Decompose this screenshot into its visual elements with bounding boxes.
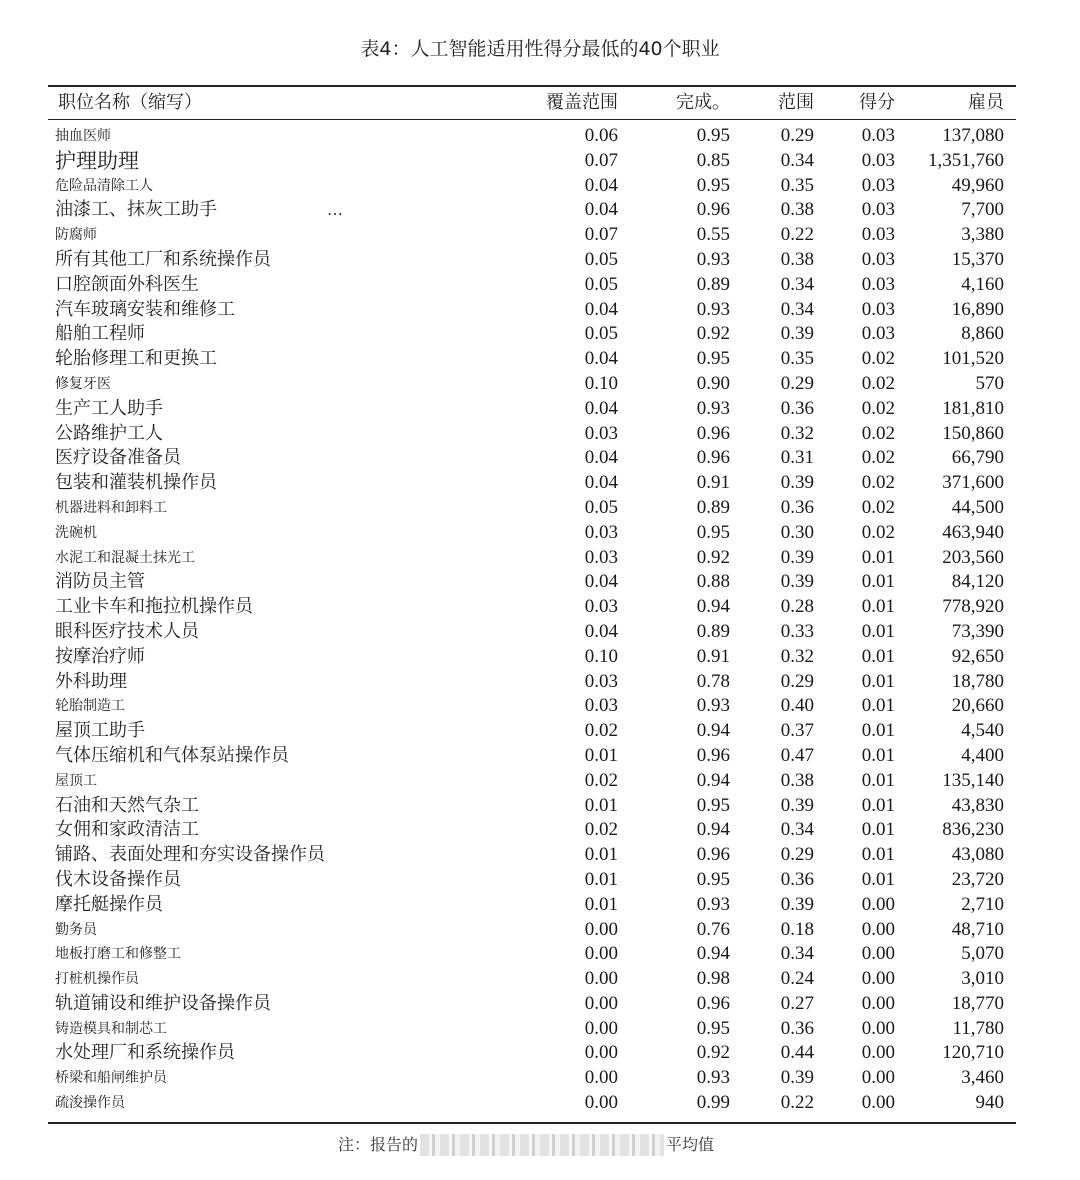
cell-employees: 20,660 (951, 695, 1004, 717)
cell-employees: 101,520 (942, 348, 1004, 370)
cell-coverage: 0.04 (584, 298, 618, 320)
table-row (0, 645, 1080, 670)
cell-employees: 16,890 (951, 298, 1004, 320)
cell-coverage: 0.04 (584, 447, 618, 469)
cell-score: 0.01 (861, 571, 895, 593)
cell-completion: 0.92 (696, 323, 730, 345)
cell-completion: 0.93 (696, 397, 730, 419)
cell-score: 0.03 (861, 248, 895, 270)
cell-completion: 0.92 (696, 1042, 730, 1064)
cell-score: 0.00 (861, 1092, 895, 1114)
table-row (0, 471, 1080, 496)
cell-scope: 0.29 (780, 844, 814, 866)
cell-completion: 0.94 (696, 720, 730, 742)
cell-coverage: 0.00 (584, 968, 618, 990)
cell-employees: 570 (975, 372, 1004, 394)
cell-employees: 4,400 (961, 744, 1004, 766)
header-coverage: 覆盖范围 (546, 92, 618, 113)
cell-completion: 0.91 (696, 645, 730, 667)
cell-coverage: 0.03 (584, 596, 618, 618)
cell-employees: 18,770 (951, 992, 1004, 1014)
cell-scope: 0.39 (780, 571, 814, 593)
cell-employees: 48,710 (951, 918, 1004, 940)
occupation-name: 护理助理 (55, 148, 139, 173)
cell-employees: 150,860 (942, 422, 1004, 444)
table-row (0, 521, 1080, 546)
cell-scope: 0.31 (780, 447, 814, 469)
cell-scope: 0.39 (780, 472, 814, 494)
cell-score: 0.01 (861, 868, 895, 890)
cell-score: 0.00 (861, 918, 895, 940)
cell-score: 0.01 (861, 695, 895, 717)
cell-employees: 84,120 (951, 571, 1004, 593)
cell-score: 0.02 (861, 348, 895, 370)
cell-scope: 0.28 (780, 596, 814, 618)
occupation-name: 危险品清除工人 (55, 177, 153, 194)
cell-completion: 0.93 (696, 298, 730, 320)
cell-scope: 0.38 (780, 199, 814, 221)
cell-score: 0.02 (861, 422, 895, 444)
cell-score: 0.01 (861, 794, 895, 816)
cell-coverage: 0.04 (584, 348, 618, 370)
cell-completion: 0.91 (696, 472, 730, 494)
cell-scope: 0.35 (780, 174, 814, 196)
table-row (0, 298, 1080, 323)
cell-employees: 8,860 (961, 323, 1004, 345)
occupation-name: 疏浚操作员 (55, 1095, 125, 1112)
occupation-name: 伐木设备操作员 (55, 868, 181, 890)
table-row (0, 149, 1080, 174)
table-row (0, 719, 1080, 744)
table-row (0, 694, 1080, 719)
cell-scope: 0.39 (780, 1067, 814, 1089)
cell-coverage: 0.01 (584, 844, 618, 866)
cell-scope: 0.32 (780, 645, 814, 667)
cell-scope: 0.34 (780, 943, 814, 965)
table-title: 表4：人工智能适用性得分最低的40个职业 (360, 38, 720, 60)
cell-score: 0.00 (861, 1067, 895, 1089)
cell-completion: 0.96 (696, 744, 730, 766)
cell-score: 0.01 (861, 720, 895, 742)
cell-employees: 92,650 (951, 645, 1004, 667)
table-row (0, 818, 1080, 843)
cell-scope: 0.33 (780, 620, 814, 642)
cell-scope: 0.29 (780, 670, 814, 692)
cell-completion: 0.95 (696, 868, 730, 890)
cell-completion: 0.93 (696, 1067, 730, 1089)
occupation-name: 船舶工程师 (55, 323, 145, 345)
table-row (0, 744, 1080, 769)
cell-coverage: 0.03 (584, 546, 618, 568)
occupation-name: 机器进料和卸料工 (55, 499, 167, 516)
occupation-name: 铸造模具和制芯工 (55, 1020, 167, 1037)
table-row (0, 992, 1080, 1017)
table-row (0, 273, 1080, 298)
cell-employees: 15,370 (951, 248, 1004, 270)
cell-coverage: 0.10 (584, 645, 618, 667)
cell-employees: 4,540 (961, 720, 1004, 742)
cell-completion: 0.94 (696, 819, 730, 841)
occupation-name: 生产工人助手 (55, 397, 163, 419)
cell-coverage: 0.00 (584, 943, 618, 965)
header-score: 得分 (859, 92, 895, 113)
cell-coverage: 0.00 (584, 1092, 618, 1114)
cell-employees: 1,351,760 (928, 149, 1004, 171)
occupation-name: 女佣和家政清洁工 (55, 819, 199, 841)
cell-employees: 778,920 (942, 596, 1004, 618)
cell-score: 0.01 (861, 546, 895, 568)
occupation-name: 修复牙医 (55, 375, 111, 392)
occupation-name: 汽车玻璃安装和维修工 (55, 298, 235, 320)
table-row (0, 422, 1080, 447)
cell-completion: 0.93 (696, 695, 730, 717)
table-row (0, 843, 1080, 868)
table-row (0, 223, 1080, 248)
cell-employees: 135,140 (942, 769, 1004, 791)
cell-employees: 3,460 (961, 1067, 1004, 1089)
table-row (0, 620, 1080, 645)
table-row (0, 670, 1080, 695)
table-row (0, 347, 1080, 372)
table-row (0, 794, 1080, 819)
occupation-name: 气体压缩机和气体泵站操作员 (55, 744, 289, 766)
cell-score: 0.00 (861, 943, 895, 965)
cell-coverage: 0.03 (584, 422, 618, 444)
cell-employees: 836,230 (942, 819, 1004, 841)
cell-score: 0.02 (861, 472, 895, 494)
occupation-name: 洗碗机 (55, 524, 97, 541)
cell-completion: 0.94 (696, 596, 730, 618)
cell-score: 0.03 (861, 199, 895, 221)
cell-completion: 0.95 (696, 521, 730, 543)
occupation-name: 所有其他工厂和系统操作员 (55, 248, 271, 270)
cell-coverage: 0.05 (584, 248, 618, 270)
cell-scope: 0.39 (780, 546, 814, 568)
cell-employees: 5,070 (961, 943, 1004, 965)
cell-score: 0.03 (861, 298, 895, 320)
occupation-name: 打桩机操作员 (55, 971, 139, 988)
table-row (0, 372, 1080, 397)
bottom-rule (48, 1122, 1016, 1124)
cell-coverage: 0.04 (584, 620, 618, 642)
occupation-name: 桥梁和船闸维护员 (55, 1070, 167, 1087)
cell-completion: 0.96 (696, 992, 730, 1014)
cell-scope: 0.24 (780, 968, 814, 990)
cell-scope: 0.34 (780, 298, 814, 320)
cell-employees: 49,960 (951, 174, 1004, 196)
cell-completion: 0.55 (696, 224, 730, 246)
cell-completion: 0.89 (696, 620, 730, 642)
cell-score: 0.00 (861, 1017, 895, 1039)
cell-coverage: 0.00 (584, 918, 618, 940)
cell-coverage: 0.05 (584, 273, 618, 295)
cell-coverage: 0.04 (584, 174, 618, 196)
cell-completion: 0.95 (696, 1017, 730, 1039)
occupation-name: 勤务员 (55, 921, 97, 938)
table-row (0, 322, 1080, 347)
cell-score: 0.02 (861, 496, 895, 518)
cell-completion: 0.93 (696, 248, 730, 270)
cell-score: 0.01 (861, 596, 895, 618)
table-row (0, 769, 1080, 794)
cell-completion: 0.95 (696, 125, 730, 146)
table-row (0, 446, 1080, 471)
cell-score: 0.00 (861, 968, 895, 990)
cell-score: 0.01 (861, 620, 895, 642)
cell-score: 0.01 (861, 645, 895, 667)
footnote (338, 1130, 714, 1160)
cell-completion: 0.88 (696, 571, 730, 593)
cell-employees: 43,080 (951, 844, 1004, 866)
cell-employees: 73,390 (951, 620, 1004, 642)
cell-coverage: 0.03 (584, 521, 618, 543)
table-row (0, 124, 1080, 149)
occupation-name: 铺路、表面处理和夯实设备操作员 (55, 844, 325, 866)
occupation-name: 水处理厂和系统操作员 (55, 1042, 235, 1064)
cell-employees: 940 (975, 1092, 1004, 1114)
cell-employees: 4,160 (961, 273, 1004, 295)
header-employees: 雇员 (968, 92, 1004, 113)
cell-employees: 463,940 (942, 521, 1004, 543)
cell-scope: 0.36 (780, 397, 814, 419)
cell-completion: 0.96 (696, 844, 730, 866)
table-row (0, 1041, 1080, 1066)
table-row (0, 1091, 1080, 1116)
cell-employees: 7,700 (961, 199, 1004, 221)
cell-employees: 137,080 (942, 125, 1004, 146)
cell-scope: 0.32 (780, 422, 814, 444)
cell-scope: 0.29 (780, 372, 814, 394)
cell-score: 0.00 (861, 893, 895, 915)
cell-scope: 0.34 (780, 819, 814, 841)
cell-completion: 0.94 (696, 769, 730, 791)
occupation-name: 防腐师 (55, 227, 97, 244)
cell-scope: 0.39 (780, 893, 814, 915)
cell-completion: 0.95 (696, 794, 730, 816)
cell-score: 0.03 (861, 273, 895, 295)
cell-coverage: 0.06 (584, 125, 618, 146)
table-body (0, 124, 1080, 1116)
cell-completion: 0.76 (696, 918, 730, 940)
cell-coverage: 0.00 (584, 1017, 618, 1039)
occupation-name: 公路维护工人 (55, 422, 163, 444)
table-row (0, 1017, 1080, 1042)
table-row (0, 496, 1080, 521)
cell-coverage: 0.01 (584, 794, 618, 816)
cell-employees: 2,710 (961, 893, 1004, 915)
cell-coverage: 0.10 (584, 372, 618, 394)
cell-scope: 0.44 (780, 1042, 814, 1064)
cell-scope: 0.36 (780, 868, 814, 890)
cell-coverage: 0.00 (584, 992, 618, 1014)
occupation-name: 水泥工和混凝土抹光工 (55, 549, 195, 566)
cell-scope: 0.27 (780, 992, 814, 1014)
cell-coverage: 0.07 (584, 149, 618, 171)
cell-completion: 0.93 (696, 893, 730, 915)
cell-scope: 0.34 (780, 273, 814, 295)
cell-completion: 0.94 (696, 943, 730, 965)
occupation-name: 轮胎制造工 (55, 698, 125, 715)
occupation-name: 轮胎修理工和更换工 (55, 348, 217, 370)
cell-completion: 0.96 (696, 199, 730, 221)
cell-coverage: 0.02 (584, 819, 618, 841)
cell-scope: 0.29 (780, 125, 814, 146)
header-rule (48, 119, 1016, 120)
cell-employees: 203,560 (942, 546, 1004, 568)
cell-coverage: 0.07 (584, 224, 618, 246)
occupation-name: 抽血医师 (55, 128, 111, 144)
cell-score: 0.02 (861, 521, 895, 543)
cell-completion: 0.89 (696, 496, 730, 518)
cell-coverage: 0.01 (584, 744, 618, 766)
cell-score: 0.02 (861, 397, 895, 419)
cell-completion: 0.96 (696, 447, 730, 469)
cell-completion: 0.98 (696, 968, 730, 990)
cell-coverage: 0.00 (584, 1042, 618, 1064)
cell-coverage: 0.02 (584, 720, 618, 742)
cell-employees: 23,720 (951, 868, 1004, 890)
cell-employees: 371,600 (942, 472, 1004, 494)
cell-score: 0.01 (861, 819, 895, 841)
ellipsis-mark: … (327, 200, 343, 220)
cell-coverage: 0.01 (584, 893, 618, 915)
cell-score: 0.00 (861, 992, 895, 1014)
cell-score: 0.03 (861, 174, 895, 196)
cell-employees: 18,780 (951, 670, 1004, 692)
cell-coverage: 0.04 (584, 397, 618, 419)
cell-score: 0.01 (861, 670, 895, 692)
cell-scope: 0.40 (780, 695, 814, 717)
table-row (0, 397, 1080, 422)
cell-coverage: 0.02 (584, 769, 618, 791)
cell-scope: 0.38 (780, 248, 814, 270)
header-name: 职位名称（缩写） (58, 92, 202, 113)
cell-score: 0.03 (861, 149, 895, 171)
occupation-name: 轨道铺设和维护设备操作员 (55, 992, 271, 1014)
cell-scope: 0.39 (780, 794, 814, 816)
table-row (0, 868, 1080, 893)
cell-scope: 0.38 (780, 769, 814, 791)
cell-completion: 0.95 (696, 174, 730, 196)
cell-coverage: 0.00 (584, 1067, 618, 1089)
cell-scope: 0.22 (780, 1092, 814, 1114)
cell-employees: 3,010 (961, 968, 1004, 990)
table-row (0, 570, 1080, 595)
cell-score: 0.03 (861, 125, 895, 146)
cell-employees: 181,810 (942, 397, 1004, 419)
occupation-name: 工业卡车和拖拉机操作员 (55, 596, 253, 618)
occupation-name: 医疗设备准备员 (55, 447, 181, 469)
cell-coverage: 0.04 (584, 571, 618, 593)
cell-coverage: 0.04 (584, 199, 618, 221)
cell-completion: 0.78 (696, 670, 730, 692)
cell-employees: 43,830 (951, 794, 1004, 816)
cell-completion: 0.99 (696, 1092, 730, 1114)
cell-scope: 0.35 (780, 348, 814, 370)
cell-completion: 0.85 (696, 149, 730, 171)
occupation-name: 口腔颌面外科医生 (55, 273, 199, 295)
cell-completion: 0.89 (696, 273, 730, 295)
occupation-name: 包装和灌装机操作员 (55, 472, 217, 494)
cell-score: 0.02 (861, 447, 895, 469)
cell-scope: 0.37 (780, 720, 814, 742)
cell-score: 0.03 (861, 224, 895, 246)
cell-scope: 0.34 (780, 149, 814, 171)
header-completion: 完成。 (676, 92, 730, 113)
cell-employees: 66,790 (951, 447, 1004, 469)
cell-score: 0.02 (861, 372, 895, 394)
cell-score: 0.01 (861, 769, 895, 791)
occupation-name: 眼科医疗技术人员 (55, 620, 199, 642)
cell-scope: 0.36 (780, 1017, 814, 1039)
table-row (0, 1066, 1080, 1091)
cell-completion: 0.90 (696, 372, 730, 394)
occupation-name: 消防员主管 (55, 571, 145, 593)
cell-coverage: 0.03 (584, 670, 618, 692)
cell-score: 0.00 (861, 1042, 895, 1064)
cell-coverage: 0.04 (584, 472, 618, 494)
cell-coverage: 0.01 (584, 868, 618, 890)
cell-scope: 0.39 (780, 323, 814, 345)
occupation-name: 按摩治疗师 (55, 645, 145, 667)
occupation-name: 屋顶工 (55, 772, 97, 789)
cell-employees: 3,380 (961, 224, 1004, 246)
table-row (0, 918, 1080, 943)
table-row (0, 174, 1080, 199)
cell-coverage: 0.05 (584, 323, 618, 345)
cell-employees: 120,710 (942, 1042, 1004, 1064)
cell-scope: 0.18 (780, 918, 814, 940)
cell-scope: 0.36 (780, 496, 814, 518)
header-scope: 范围 (778, 92, 814, 113)
table-row (0, 198, 1080, 223)
table-row (0, 942, 1080, 967)
cell-completion: 0.96 (696, 422, 730, 444)
redacted-text (420, 1134, 664, 1156)
occupation-name: 屋顶工助手 (55, 720, 145, 742)
cell-employees: 44,500 (951, 496, 1004, 518)
footnote-suffix: 平均值 (666, 1135, 715, 1154)
footnote-prefix: 注：报告的 (338, 1135, 419, 1154)
occupation-name: 外科助理 (55, 670, 127, 692)
table-row (0, 893, 1080, 918)
occupation-name: 石油和天然气杂工 (55, 794, 199, 816)
cell-score: 0.01 (861, 844, 895, 866)
table-row (0, 595, 1080, 620)
cell-completion: 0.92 (696, 546, 730, 568)
cell-coverage: 0.05 (584, 496, 618, 518)
table-row (0, 248, 1080, 273)
cell-score: 0.03 (861, 323, 895, 345)
table-row (0, 967, 1080, 992)
top-rule (48, 85, 1016, 87)
occupation-name: 摩托艇操作员 (55, 893, 163, 915)
cell-employees: 11,780 (952, 1017, 1004, 1039)
cell-coverage: 0.03 (584, 695, 618, 717)
table-row (0, 546, 1080, 571)
occupation-name: 地板打磨工和修整工 (55, 946, 181, 963)
cell-scope: 0.47 (780, 744, 814, 766)
cell-score: 0.01 (861, 744, 895, 766)
cell-completion: 0.95 (696, 348, 730, 370)
cell-scope: 0.30 (780, 521, 814, 543)
occupation-name: 油漆工、抹灰工助手 (55, 199, 217, 221)
cell-scope: 0.22 (780, 224, 814, 246)
